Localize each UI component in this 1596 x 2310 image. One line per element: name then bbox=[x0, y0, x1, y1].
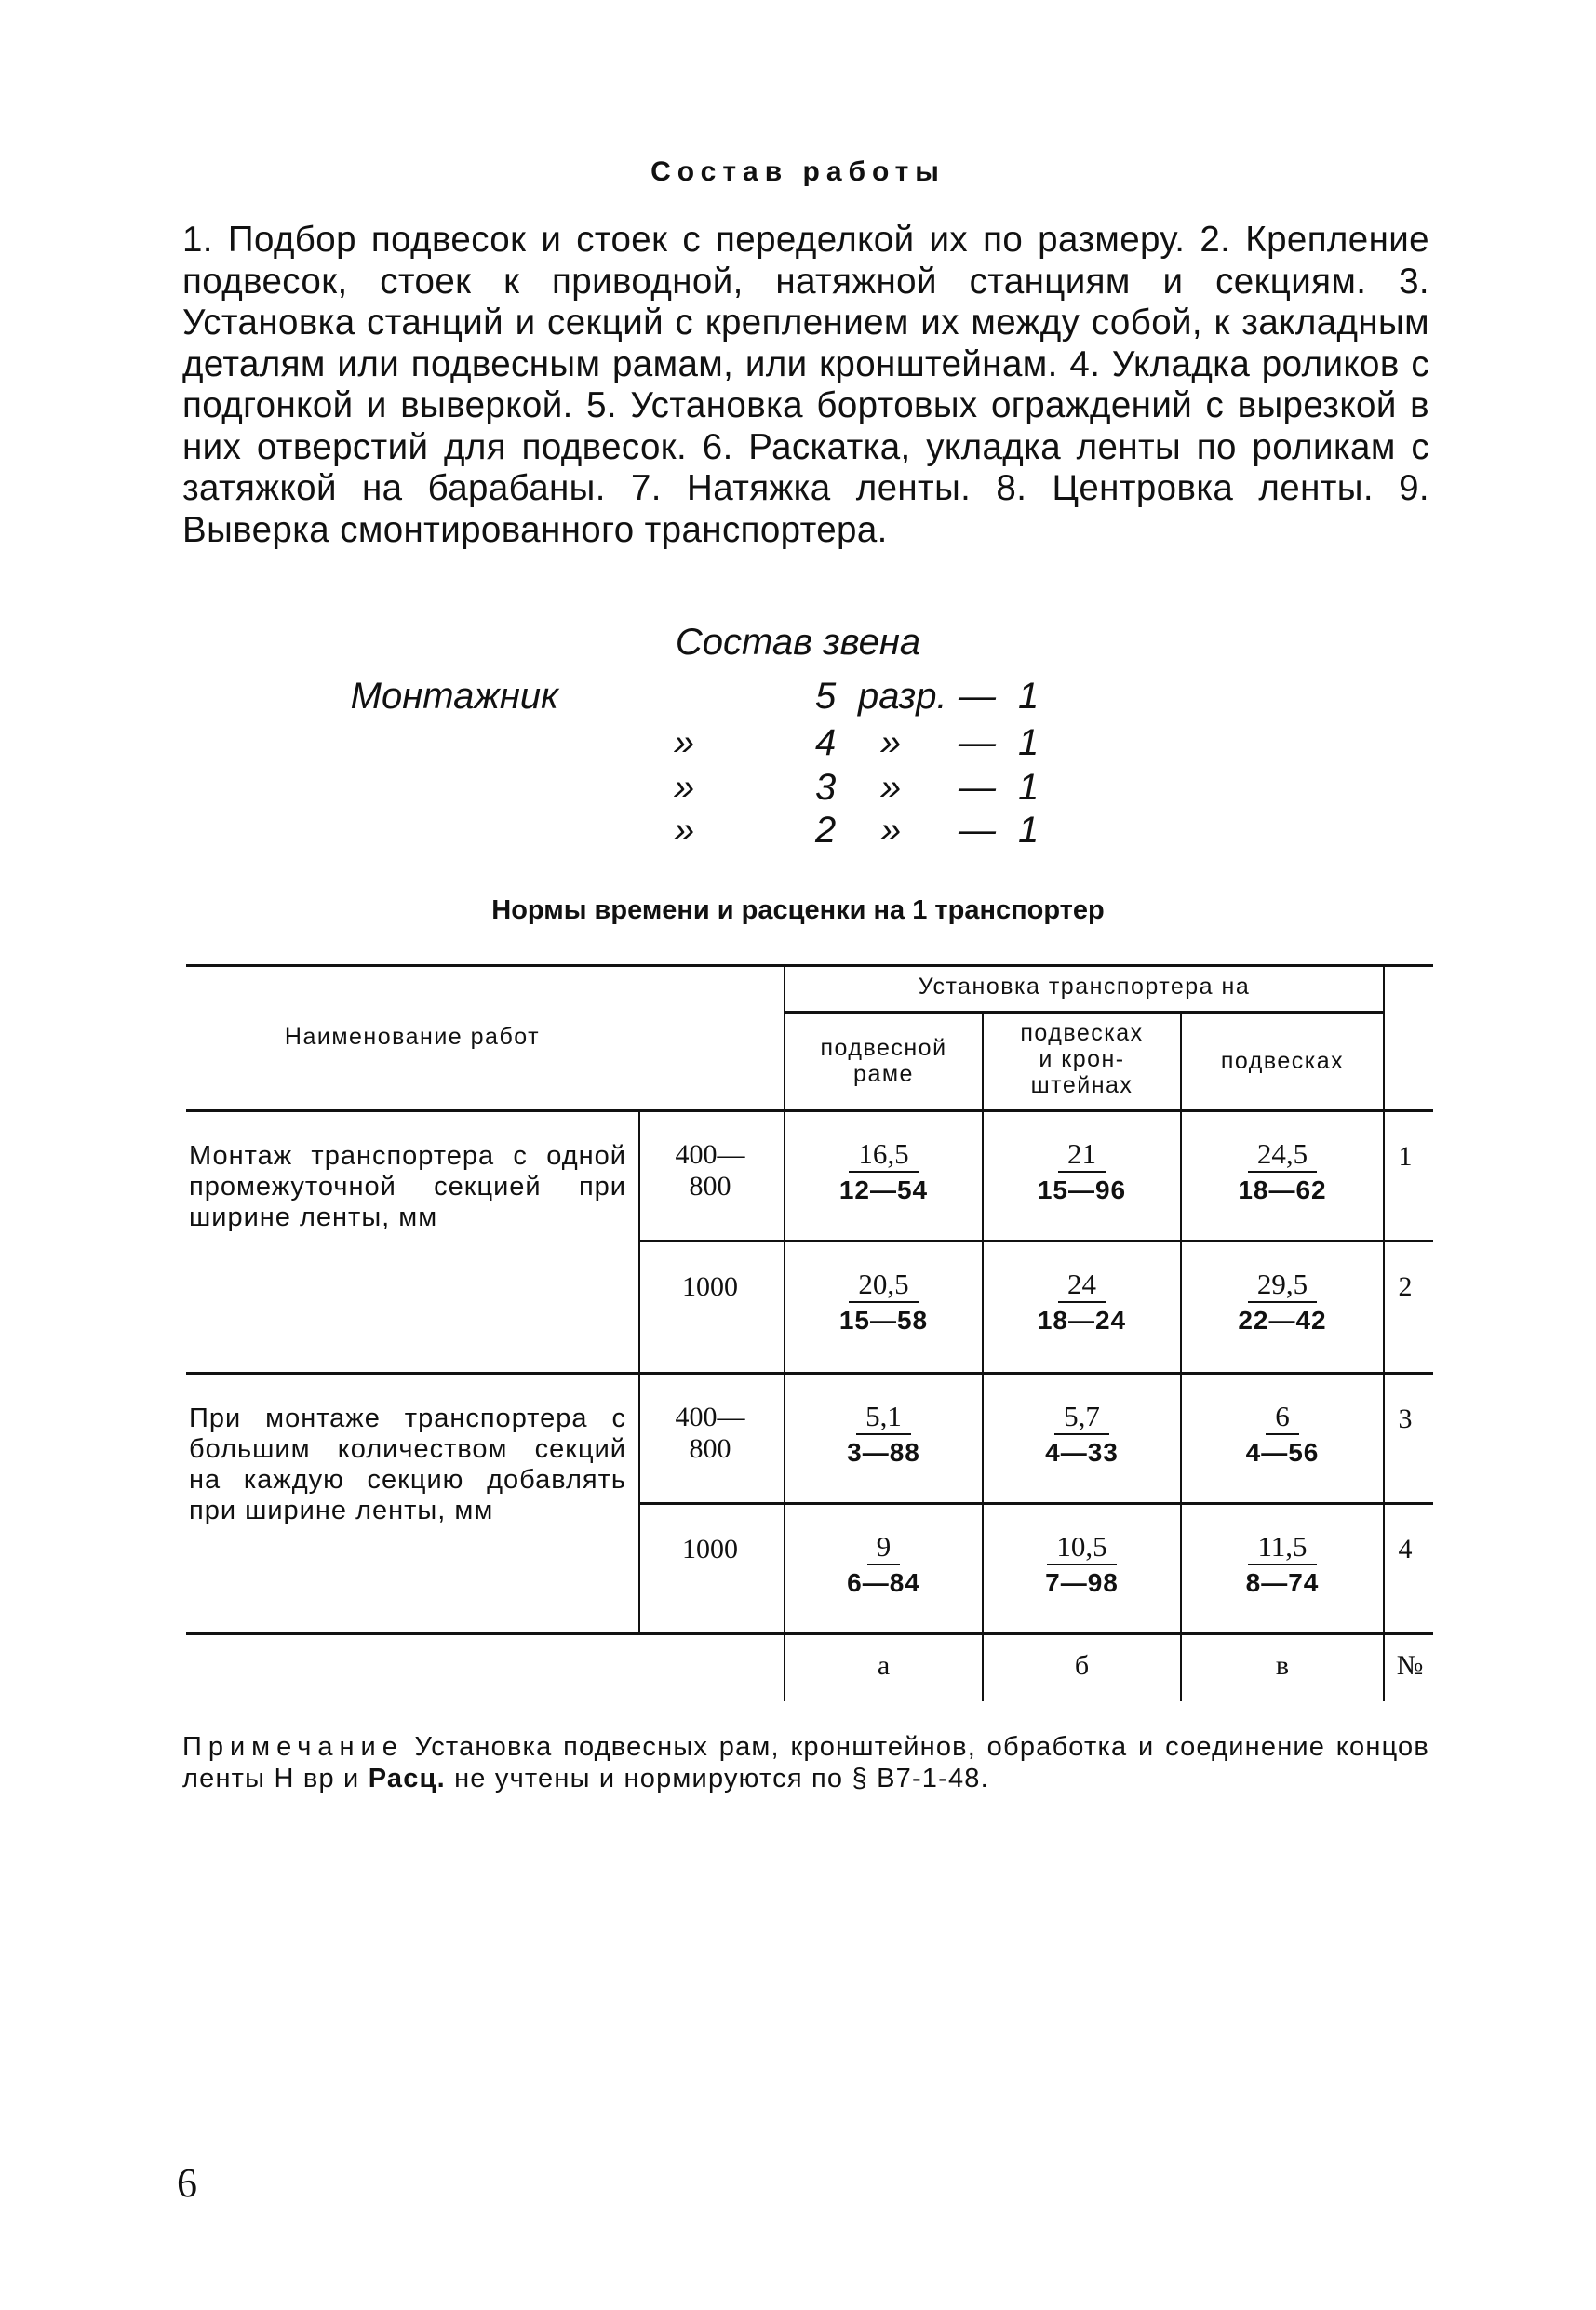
header-line: раме bbox=[853, 1061, 914, 1087]
table-bottom-rule bbox=[186, 1632, 1433, 1635]
header-line: подвесках bbox=[1220, 1048, 1345, 1074]
belt-width bbox=[638, 1402, 782, 1465]
column-key-a: а bbox=[877, 1650, 891, 1681]
norm-cell bbox=[1182, 1268, 1383, 1338]
footnote-text: Установка подвесных рам, кронштейнов, обработка и соединение концов ленты bbox=[182, 1732, 1429, 1793]
footnote-text: и bbox=[334, 1764, 369, 1793]
time-norm: 9 bbox=[867, 1530, 901, 1565]
crew-dash: — bbox=[959, 810, 996, 851]
footnote-label: Примечание bbox=[182, 1732, 404, 1762]
belt-width bbox=[638, 1139, 782, 1202]
table-column-rule bbox=[1383, 964, 1385, 1701]
rate: 6—84 bbox=[847, 1568, 920, 1597]
norm-cell bbox=[785, 1530, 982, 1601]
belt-width bbox=[638, 1534, 782, 1565]
belt-width bbox=[638, 1271, 782, 1303]
belt-width-line: 1000 bbox=[682, 1271, 738, 1302]
table-header-bottom-rule bbox=[186, 1109, 1433, 1112]
time-norm: 24,5 bbox=[1248, 1137, 1317, 1173]
column-key-v: в bbox=[1275, 1650, 1290, 1681]
belt-width-line: 800 bbox=[689, 1433, 731, 1464]
work-name-group-2: При монтаже транспортера с большим количеством секций на каждую секцию добавлять при ширине ленты, мм bbox=[189, 1403, 626, 1525]
time-norm: 6 bbox=[1266, 1400, 1299, 1435]
time-norm: 5,7 bbox=[1054, 1400, 1109, 1435]
crew-count: 1 bbox=[1018, 722, 1039, 763]
footnote-rate-abbr: Расц. bbox=[368, 1764, 446, 1793]
crew-dash: — bbox=[959, 767, 996, 808]
row-number: 1 bbox=[1398, 1141, 1413, 1172]
norm-cell bbox=[1182, 1530, 1383, 1601]
crew-grade-unit: » bbox=[880, 810, 902, 851]
work-name-group-1: Монтаж транспортера с одной промежуточной секцией при ширине ленты, мм bbox=[189, 1141, 626, 1232]
table-group-rule bbox=[186, 1372, 1433, 1375]
header-col-frame bbox=[785, 1035, 982, 1087]
header-col-hangers-brackets bbox=[984, 1020, 1180, 1098]
time-norm: 29,5 bbox=[1248, 1268, 1317, 1303]
rate: 7—98 bbox=[1045, 1568, 1119, 1597]
crew-grade: 5 bbox=[815, 676, 837, 717]
crew-grade-unit: разр. bbox=[858, 676, 947, 717]
work-composition-heading: Состав работы bbox=[650, 156, 946, 187]
norm-cell bbox=[984, 1268, 1180, 1338]
header-line: и крон- bbox=[1039, 1046, 1125, 1072]
rate: 4—56 bbox=[1245, 1438, 1320, 1467]
table-title: Нормы времени и расценки на 1 транспортер bbox=[491, 895, 1105, 925]
rate: 22—42 bbox=[1238, 1306, 1327, 1335]
crew-worker-name: Монтажник bbox=[350, 676, 558, 717]
crew-dash: — bbox=[959, 676, 996, 717]
rate: 18—24 bbox=[1037, 1306, 1127, 1335]
rate: 4—33 bbox=[1045, 1438, 1119, 1467]
table-header-rule bbox=[785, 1011, 1385, 1014]
table-row-rule bbox=[638, 1502, 1433, 1505]
time-norm: 24 bbox=[1058, 1268, 1106, 1303]
column-key-b: б bbox=[1074, 1650, 1090, 1681]
crew-grade: 4 bbox=[815, 722, 837, 763]
rate: 18—62 bbox=[1238, 1175, 1327, 1204]
row-number: 2 bbox=[1398, 1271, 1413, 1302]
crew-composition-title: Состав звена bbox=[675, 622, 921, 663]
norm-cell bbox=[984, 1400, 1180, 1471]
crew-worker-name: » bbox=[674, 810, 695, 851]
norm-cell bbox=[1182, 1137, 1383, 1208]
crew-row bbox=[0, 765, 1596, 810]
norm-cell bbox=[785, 1137, 982, 1208]
header-col-hangers bbox=[1182, 1048, 1383, 1074]
work-composition-text: 1. Подбор подвесок и стоек с переделкой их по размеру. 2. Крепление подвесок, стоек к приводной, натяжной станциям и секциям. 3. Установка станций и секций с креплением их между собой, к закладным деталям или подвесным рамам, или кронштейнам. 4. Укладка роликов с подгонкой и выверкой. 5. Установка бортовых ограждений с вырезкой в них отверстий для подвесок. 6. Раскатка, укладка ленты по роликам с затяжкой на барабаны. 7. Натяжка ленты. 8. Центровка ленты. 9. Выверка смонтированного транспортера. bbox=[182, 220, 1429, 550]
crew-count: 1 bbox=[1018, 810, 1039, 851]
row-number: 4 bbox=[1398, 1534, 1413, 1565]
footnote-text: не учтены и нормируются по § В7-1-48. bbox=[445, 1764, 989, 1793]
time-norm: 11,5 bbox=[1248, 1530, 1316, 1565]
norm-cell bbox=[785, 1400, 982, 1471]
header-line: штейнах bbox=[1030, 1072, 1133, 1098]
time-norm: 5,1 bbox=[856, 1400, 911, 1435]
crew-grade: 3 bbox=[815, 767, 837, 808]
footnote bbox=[182, 1731, 1429, 1794]
time-norm: 10,5 bbox=[1047, 1530, 1116, 1565]
crew-row bbox=[0, 674, 1596, 719]
footnote-time-norm-abbr: Н вр bbox=[274, 1764, 335, 1793]
table-row-rule bbox=[638, 1240, 1433, 1242]
header-work-name: Наименование работ bbox=[284, 1024, 541, 1050]
rate: 15—96 bbox=[1037, 1175, 1127, 1204]
header-line: подвесках bbox=[1020, 1020, 1144, 1046]
column-key-number: № bbox=[1396, 1650, 1424, 1681]
crew-grade: 2 bbox=[815, 810, 837, 851]
crew-worker-name: » bbox=[674, 722, 695, 763]
belt-width-line: 400— bbox=[675, 1139, 745, 1170]
rate: 3—88 bbox=[847, 1438, 920, 1467]
header-line: подвесной bbox=[820, 1035, 947, 1061]
crew-dash: — bbox=[959, 722, 996, 763]
norm-cell bbox=[984, 1137, 1180, 1208]
belt-width-line: 1000 bbox=[682, 1534, 738, 1565]
rate: 8—74 bbox=[1245, 1568, 1320, 1597]
crew-grade-unit: » bbox=[880, 722, 902, 763]
time-norm: 21 bbox=[1058, 1137, 1106, 1173]
crew-count: 1 bbox=[1018, 676, 1039, 717]
crew-worker-name: » bbox=[674, 767, 695, 808]
time-norm: 20,5 bbox=[849, 1268, 918, 1303]
norm-cell bbox=[785, 1268, 982, 1338]
norm-cell bbox=[1182, 1400, 1383, 1471]
table-top-rule bbox=[186, 964, 1433, 967]
belt-width-line: 800 bbox=[689, 1171, 731, 1202]
crew-row bbox=[0, 720, 1596, 765]
belt-width-line: 400— bbox=[675, 1402, 745, 1432]
rate: 12—54 bbox=[838, 1175, 929, 1204]
time-norm: 16,5 bbox=[849, 1137, 918, 1173]
page-number: 6 bbox=[177, 2160, 197, 2206]
norm-cell bbox=[984, 1530, 1180, 1601]
crew-row bbox=[0, 808, 1596, 853]
header-installation-group: Установка транспортера на bbox=[918, 974, 1251, 1000]
rate: 15—58 bbox=[838, 1306, 929, 1335]
crew-count: 1 bbox=[1018, 767, 1039, 808]
crew-grade-unit: » bbox=[880, 767, 902, 808]
row-number: 3 bbox=[1398, 1403, 1413, 1434]
